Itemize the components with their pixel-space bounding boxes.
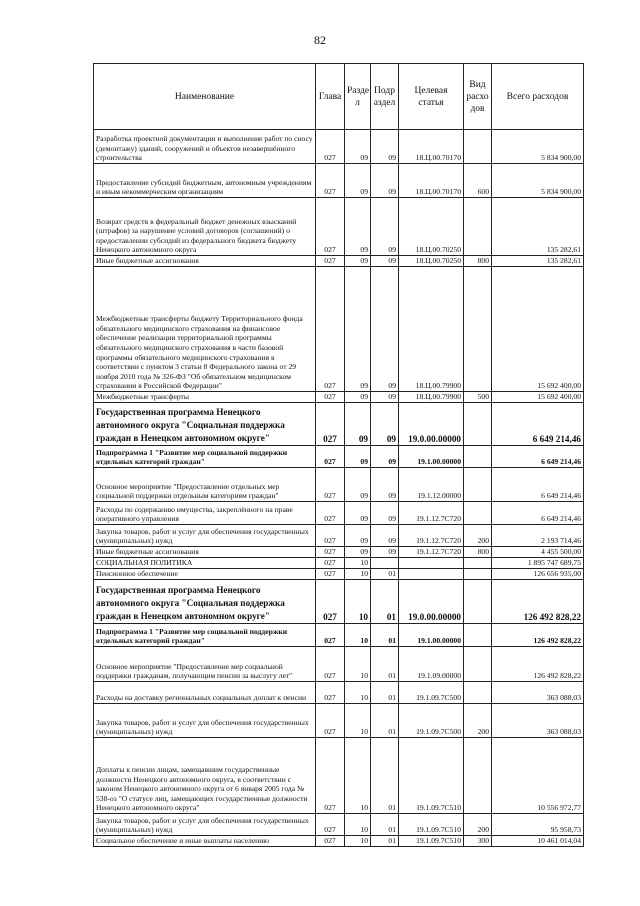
cell-subsection: 09 <box>371 164 399 198</box>
cell-chapter: 027 <box>316 814 345 836</box>
cell-total: 10 461 014,04 <box>492 836 584 847</box>
cell-total: 126 492 828,22 <box>492 647 584 682</box>
cell-section: 09 <box>345 403 371 446</box>
table-row <box>94 267 584 392</box>
cell-chapter: 027 <box>316 198 345 256</box>
cell-total: 6 649 214,46 <box>492 403 584 446</box>
cell-subsection: 09 <box>371 198 399 256</box>
table-row <box>94 682 584 704</box>
cell-subsection: 01 <box>371 624 399 647</box>
cell-type <box>464 267 492 392</box>
cell-section: 09 <box>345 392 371 403</box>
cell-chapter: 027 <box>316 164 345 198</box>
cell-section: 09 <box>345 267 371 392</box>
cell-name: Межбюджетные трансферты <box>94 392 316 403</box>
table-row <box>94 502 584 525</box>
cell-type <box>464 198 492 256</box>
cell-name: Закупка товаров, работ и услуг для обеспечения государственных (муниципальных) нужд <box>94 525 316 547</box>
cell-target: 19.0.00.00000 <box>399 580 464 624</box>
cell-subsection <box>371 558 399 569</box>
cell-type <box>464 468 492 502</box>
cell-subsection: 09 <box>371 502 399 525</box>
cell-chapter: 027 <box>316 392 345 403</box>
cell-section: 09 <box>345 468 371 502</box>
cell-section: 10 <box>345 738 371 814</box>
cell-type: 800 <box>464 547 492 558</box>
cell-section: 09 <box>345 547 371 558</box>
cell-chapter: 027 <box>316 704 345 738</box>
cell-total: 5 834 900,00 <box>492 130 584 164</box>
cell-total: 95 958,73 <box>492 814 584 836</box>
cell-chapter: 027 <box>316 624 345 647</box>
cell-type: 300 <box>464 836 492 847</box>
cell-section: 09 <box>345 525 371 547</box>
cell-type <box>464 647 492 682</box>
cell-target: 19.1.09.7С510 <box>399 836 464 847</box>
cell-subsection: 09 <box>371 256 399 267</box>
cell-target: 18.Ц.00.70170 <box>399 164 464 198</box>
cell-chapter: 027 <box>316 558 345 569</box>
cell-target: 19.1.12.7С720 <box>399 547 464 558</box>
table-row <box>94 624 584 647</box>
cell-name: Доплаты к пенсии лицам, замещавшим государственные должности Ненецкого автономного округа, в соответствии с законом Ненецкого автономного округа от 6 января 2005 года № 538-оз "О статусе лиц, замещающих государственные должности Ненецкого автономного округа" <box>94 738 316 814</box>
cell-target: 19.1.00.00000 <box>399 624 464 647</box>
cell-type <box>464 502 492 525</box>
cell-name: Пенсионное обеспечение <box>94 569 316 580</box>
cell-target: 19.1.12.00000 <box>399 468 464 502</box>
cell-type <box>464 738 492 814</box>
cell-name: Подпрограмма 1 "Развитие мер социальной поддержки отдельных категорий граждан" <box>94 624 316 647</box>
cell-name: Закупка товаров, работ и услуг для обеспечения государственных (муниципальных) нужд <box>94 814 316 836</box>
cell-section: 10 <box>345 814 371 836</box>
cell-chapter: 027 <box>316 525 345 547</box>
cell-total: 2 193 714,46 <box>492 525 584 547</box>
table-row <box>94 446 584 468</box>
cell-total: 126 656 935,00 <box>492 569 584 580</box>
cell-subsection: 09 <box>371 392 399 403</box>
cell-section: 10 <box>345 580 371 624</box>
cell-subsection: 01 <box>371 569 399 580</box>
cell-name: Предоставление субсидий бюджетным, автономным учреждениям и иным некоммерческим организациям <box>94 164 316 198</box>
cell-target <box>399 558 464 569</box>
header-total: Всего расходов <box>492 64 584 130</box>
cell-type: 600 <box>464 164 492 198</box>
cell-type <box>464 624 492 647</box>
cell-subsection: 01 <box>371 836 399 847</box>
header-section: Разде л <box>345 64 371 130</box>
cell-subsection: 09 <box>371 468 399 502</box>
cell-subsection: 09 <box>371 547 399 558</box>
table-header-row <box>94 64 584 130</box>
cell-target: 18.Ц.00.70250 <box>399 198 464 256</box>
cell-chapter: 027 <box>316 580 345 624</box>
cell-name: Закупка товаров, работ и услуг для обеспечения государственных (муниципальных) нужд <box>94 704 316 738</box>
cell-name: Разработка проектной документации и выполнение работ по сносу (демонтажу) зданий, сооружений и объектов незавершённого строительства <box>94 130 316 164</box>
cell-total: 1 895 747 689,75 <box>492 558 584 569</box>
cell-section: 10 <box>345 624 371 647</box>
cell-name: Основное мероприятие "Предоставление отдельных мер социальной поддержки отдельным категориям граждан" <box>94 468 316 502</box>
cell-subsection: 09 <box>371 525 399 547</box>
header-subsection: Подр аздел <box>371 64 399 130</box>
cell-name: Возврат средств в федеральный бюджет денежных взысканий (штрафов) за нарушение условий договоров (соглашений) о предоставлении субсидий из федерального бюджета бюджету Ненецкого автономного округа <box>94 198 316 256</box>
cell-chapter: 027 <box>316 647 345 682</box>
cell-subsection: 09 <box>371 446 399 468</box>
cell-total: 135 282,61 <box>492 256 584 267</box>
cell-type: 800 <box>464 256 492 267</box>
cell-subsection: 01 <box>371 738 399 814</box>
cell-name: Социальное обеспечение и иные выплаты населению <box>94 836 316 847</box>
cell-chapter: 027 <box>316 502 345 525</box>
cell-type <box>464 558 492 569</box>
cell-target: 18.Ц.00.70170 <box>399 130 464 164</box>
cell-chapter: 027 <box>316 446 345 468</box>
cell-chapter: 027 <box>316 267 345 392</box>
table-row <box>94 704 584 738</box>
header-chapter: Глава <box>316 64 345 130</box>
cell-section: 10 <box>345 569 371 580</box>
cell-type: 200 <box>464 814 492 836</box>
table-row <box>94 814 584 836</box>
cell-type <box>464 403 492 446</box>
cell-section: 10 <box>345 558 371 569</box>
cell-name: СОЦИАЛЬНАЯ ПОЛИТИКА <box>94 558 316 569</box>
cell-name: Расходы на доставку региональных социальных доплат к пенсии <box>94 682 316 704</box>
header-target: Целевая статья <box>399 64 464 130</box>
page-number: 82 <box>314 33 326 47</box>
cell-section: 09 <box>345 198 371 256</box>
cell-section: 09 <box>345 502 371 525</box>
cell-total: 135 282,61 <box>492 198 584 256</box>
cell-target: 19.0.00.00000 <box>399 403 464 446</box>
table-row <box>94 130 584 164</box>
cell-subsection: 09 <box>371 267 399 392</box>
table-row <box>94 525 584 547</box>
cell-type <box>464 580 492 624</box>
cell-type: 500 <box>464 392 492 403</box>
cell-total: 126 492 828,22 <box>492 624 584 647</box>
cell-section: 09 <box>345 164 371 198</box>
table-row <box>94 198 584 256</box>
cell-chapter: 027 <box>316 569 345 580</box>
cell-target: 19.1.09.00000 <box>399 647 464 682</box>
cell-name: Иные бюджетные ассигнования <box>94 256 316 267</box>
cell-total: 6 649 214,46 <box>492 468 584 502</box>
cell-type <box>464 569 492 580</box>
table-row <box>94 647 584 682</box>
cell-name: Иные бюджетные ассигнования <box>94 547 316 558</box>
cell-section: 09 <box>345 256 371 267</box>
cell-target: 19.1.09.7С500 <box>399 682 464 704</box>
cell-subsection: 01 <box>371 580 399 624</box>
header-name: Наименование <box>94 64 316 130</box>
cell-target: 19.1.09.7С510 <box>399 814 464 836</box>
cell-target: 19.1.00.00000 <box>399 446 464 468</box>
cell-section: 09 <box>345 446 371 468</box>
cell-section: 10 <box>345 836 371 847</box>
cell-target: 18.Ц.00.70250 <box>399 256 464 267</box>
table-row <box>94 547 584 558</box>
cell-subsection: 01 <box>371 814 399 836</box>
cell-name: Межбюджетные трансферты бюджету Территориального фонда обязательного медицинского страхования на финансовое обеспечение реализации территориальной программы обязательного медицинского страхования в части базовой программы обязательного медицинского страхования в соответствии с пунктом 3 статьи 8 Федерального закона от 29 ноября 2010 года № 326-ФЗ "Об обязательном медицинском страховании в Российской Федерации" <box>94 267 316 392</box>
table-row <box>94 403 584 446</box>
table-row <box>94 256 584 267</box>
cell-type: 200 <box>464 525 492 547</box>
cell-name: Государственная программа Ненецкого автономного округа "Социальная поддержка граждан в Ненецком автономном округе" <box>94 580 316 624</box>
table-row <box>94 392 584 403</box>
cell-target: 19.1.09.7С500 <box>399 704 464 738</box>
cell-total: 363 088,03 <box>492 704 584 738</box>
cell-section: 10 <box>345 647 371 682</box>
cell-target: 19.1.09.7С510 <box>399 738 464 814</box>
cell-chapter: 027 <box>316 547 345 558</box>
cell-name: Основное мероприятие "Предоставление мер социальной поддержки гражданам, получающим пенсии за выслугу лет" <box>94 647 316 682</box>
cell-section: 10 <box>345 704 371 738</box>
cell-chapter: 027 <box>316 256 345 267</box>
cell-section: 10 <box>345 682 371 704</box>
table-row <box>94 580 584 624</box>
cell-target <box>399 569 464 580</box>
table-row <box>94 164 584 198</box>
cell-name: Государственная программа Ненецкого автономного округа "Социальная поддержка граждан в Ненецком автономном округе" <box>94 403 316 446</box>
cell-type <box>464 446 492 468</box>
cell-type <box>464 682 492 704</box>
cell-subsection: 09 <box>371 130 399 164</box>
cell-target: 18.Ц.00.79900 <box>399 267 464 392</box>
cell-total: 5 834 900,00 <box>492 164 584 198</box>
cell-type <box>464 130 492 164</box>
cell-chapter: 027 <box>316 836 345 847</box>
table-row <box>94 558 584 569</box>
cell-total: 6 649 214,46 <box>492 446 584 468</box>
cell-chapter: 027 <box>316 130 345 164</box>
cell-total: 6 649 214,46 <box>492 502 584 525</box>
cell-total: 4 455 500,00 <box>492 547 584 558</box>
table-row <box>94 468 584 502</box>
cell-section: 09 <box>345 130 371 164</box>
cell-subsection: 01 <box>371 647 399 682</box>
table-row <box>94 836 584 847</box>
cell-target: 18.Ц.00.79900 <box>399 392 464 403</box>
cell-total: 126 492 828,22 <box>492 580 584 624</box>
cell-total: 15 692 400,00 <box>492 267 584 392</box>
cell-type: 200 <box>464 704 492 738</box>
table-row <box>94 569 584 580</box>
header-type: Вид расхо дов <box>464 64 492 130</box>
cell-subsection: 09 <box>371 403 399 446</box>
cell-total: 363 088,03 <box>492 682 584 704</box>
cell-chapter: 027 <box>316 738 345 814</box>
cell-chapter: 027 <box>316 682 345 704</box>
table-row <box>94 738 584 814</box>
cell-total: 10 556 972,77 <box>492 738 584 814</box>
cell-chapter: 027 <box>316 403 345 446</box>
budget-table <box>93 63 584 847</box>
cell-total: 15 692 400,00 <box>492 392 584 403</box>
cell-chapter: 027 <box>316 468 345 502</box>
cell-name: Подпрограмма 1 "Развитие мер социальной поддержки отдельных категорий граждан" <box>94 446 316 468</box>
cell-target: 19.1.12.7С720 <box>399 525 464 547</box>
cell-name: Расходы по содержанию имущества, закреплённого на праве оперативного управления <box>94 502 316 525</box>
cell-subsection: 01 <box>371 704 399 738</box>
cell-subsection: 01 <box>371 682 399 704</box>
cell-target: 19.1.12.7С720 <box>399 502 464 525</box>
